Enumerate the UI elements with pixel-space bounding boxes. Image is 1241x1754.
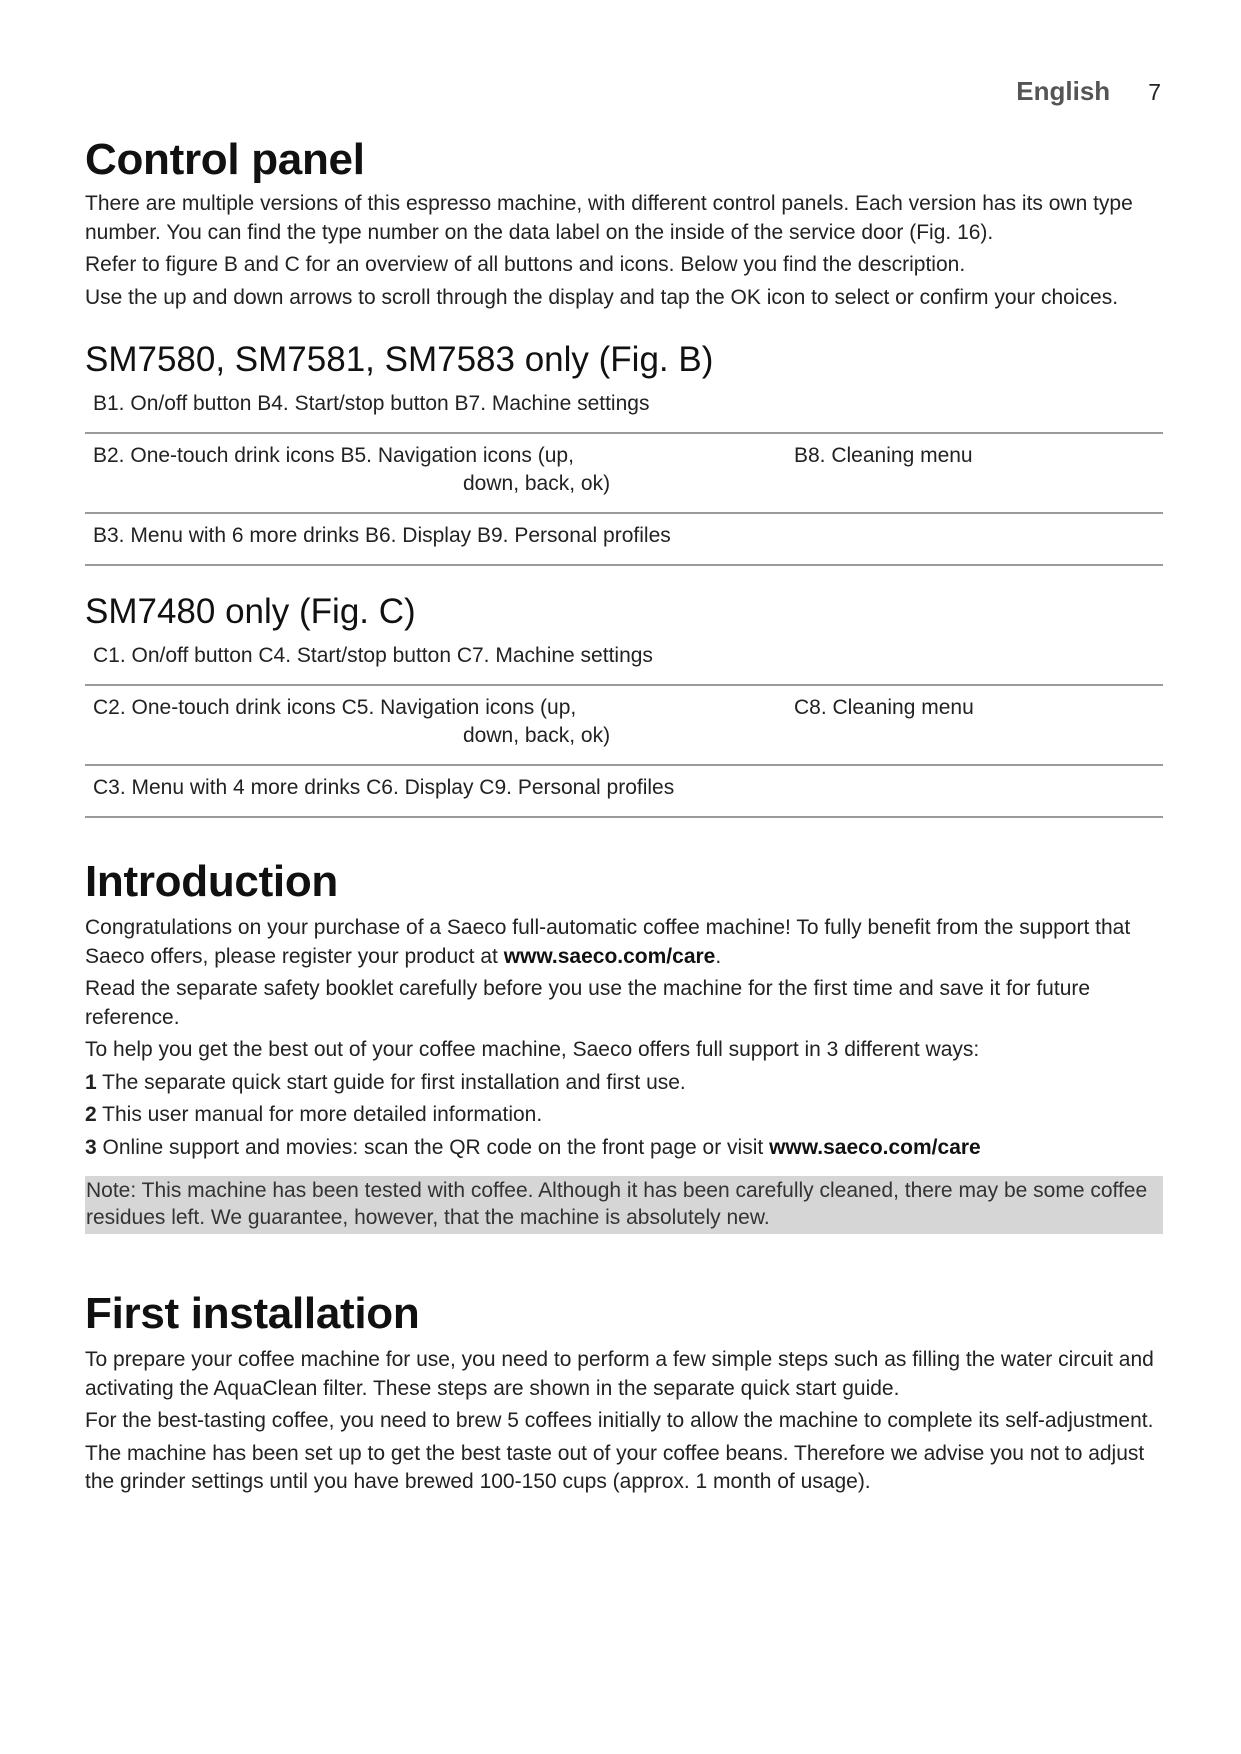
table-cell: C3. Menu with 4 more drinks C6. Display C9. Personal profiles bbox=[85, 765, 786, 817]
section-title-first-installation: First installation bbox=[85, 1289, 420, 1338]
table-row bbox=[85, 765, 1163, 817]
note-box: Note: This machine has been tested with coffee. Although it has been carefully cleaned, there may be some coffee residues left. We guarantee, however, that the machine is absolutely new. bbox=[85, 1176, 1163, 1234]
table-cell: B3. Menu with 6 more drinks B6. Display B9. Personal profiles bbox=[85, 513, 786, 565]
saeco-care-link[interactable]: www.saeco.com/care bbox=[503, 944, 716, 968]
list-number: 1 bbox=[85, 1070, 97, 1094]
paragraph: For the best-tasting coffee, you need to brew 5 coffees initially to allow the machine to complete its self-adjustment. bbox=[85, 1409, 1154, 1432]
cell-text: B2. One-touch drink icons B5. Navigation icons (up, bbox=[93, 444, 574, 467]
table-cell: C1. On/off button C4. Start/stop button C7. Machine settings bbox=[85, 634, 786, 685]
table-row bbox=[85, 382, 1163, 433]
list-text: The separate quick start guide for first installation and first use. bbox=[96, 1070, 686, 1094]
table-cell: B8. Cleaning menu bbox=[786, 433, 1163, 513]
table-cell bbox=[786, 634, 1163, 685]
language-label: English bbox=[1016, 76, 1111, 106]
paragraph: Use the up and down arrows to scroll through the display and tap the OK icon to select or confirm your choices. bbox=[85, 285, 1119, 309]
table-cell bbox=[786, 513, 1163, 565]
section-title-control-panel: Control panel bbox=[85, 135, 365, 184]
paragraph: To prepare your coffee machine for use, you need to perform a few simple steps such as filling the water circuit and activating the AquaClean filter. These steps are shown in the separate quick start guide. bbox=[85, 1348, 1154, 1400]
paragraph: Read the separate safety booklet carefully before you use the machine for the first time and save it for future reference. bbox=[85, 977, 1091, 1029]
page-content bbox=[85, 132, 1163, 1501]
list-number: 2 bbox=[85, 1103, 97, 1126]
table-cell bbox=[786, 765, 1163, 817]
page-number: 7 bbox=[1148, 79, 1161, 105]
paragraph-text: Congratulations on your purchase of a Saeco full-automatic coffee machine! To fully benefit from the support that Saeco offers, please register your product at bbox=[85, 916, 1131, 968]
table-cell bbox=[85, 685, 786, 765]
subsection-title-fig-c: SM7480 only (Fig. C) bbox=[85, 592, 416, 631]
paragraph: The machine has been set up to get the best taste out of your coffee beans. Therefore we advise you not to adjust the grinder settings until you have brewed 100-150 cups (approx. 1 month of usage). bbox=[85, 1441, 1145, 1493]
table-row bbox=[85, 513, 1163, 565]
table-cell: B1. On/off button B4. Start/stop button B7. Machine settings bbox=[85, 382, 786, 433]
list-text: Online support and movies: scan the QR code on the front page or visit bbox=[96, 1135, 770, 1159]
paragraph: There are multiple versions of this espresso machine, with different control panels. Each version has its own type number. You can find the type number on the data label on the inside of the service door (Fig. 16). bbox=[85, 192, 1133, 244]
paragraph: To help you get the best out of your coffee machine, Saeco offers full support in 3 different ways: bbox=[85, 1038, 980, 1061]
table-row bbox=[85, 685, 1163, 765]
table-row bbox=[85, 433, 1163, 513]
spec-table-fig-b bbox=[85, 382, 1163, 566]
table-cell: C8. Cleaning menu bbox=[786, 685, 1163, 765]
paragraph-end: . bbox=[715, 944, 722, 968]
table-cell bbox=[85, 433, 786, 513]
cell-text-wrap: down, back, ok) bbox=[463, 724, 611, 747]
list-text: This user manual for more detailed information. bbox=[96, 1103, 543, 1126]
cell-text-wrap: down, back, ok) bbox=[463, 472, 611, 495]
list-item bbox=[85, 1069, 1163, 1098]
list-number: 3 bbox=[85, 1135, 97, 1159]
paragraph bbox=[85, 914, 1163, 971]
list-item bbox=[85, 1101, 1163, 1130]
paragraph: Refer to figure B and C for an overview of all buttons and icons. Below you find the description. bbox=[85, 253, 966, 276]
page-header bbox=[1016, 76, 1161, 107]
list-item bbox=[85, 1134, 1163, 1163]
section-title-introduction: Introduction bbox=[85, 857, 339, 906]
saeco-care-link[interactable]: www.saeco.com/care bbox=[769, 1135, 981, 1159]
table-cell bbox=[786, 382, 1163, 433]
cell-text: C2. One-touch drink icons C5. Navigation icons (up, bbox=[93, 696, 577, 719]
spec-table-fig-c bbox=[85, 634, 1163, 818]
subsection-title-fig-b: SM7580, SM7581, SM7583 only (Fig. B) bbox=[85, 340, 714, 379]
table-row bbox=[85, 634, 1163, 685]
